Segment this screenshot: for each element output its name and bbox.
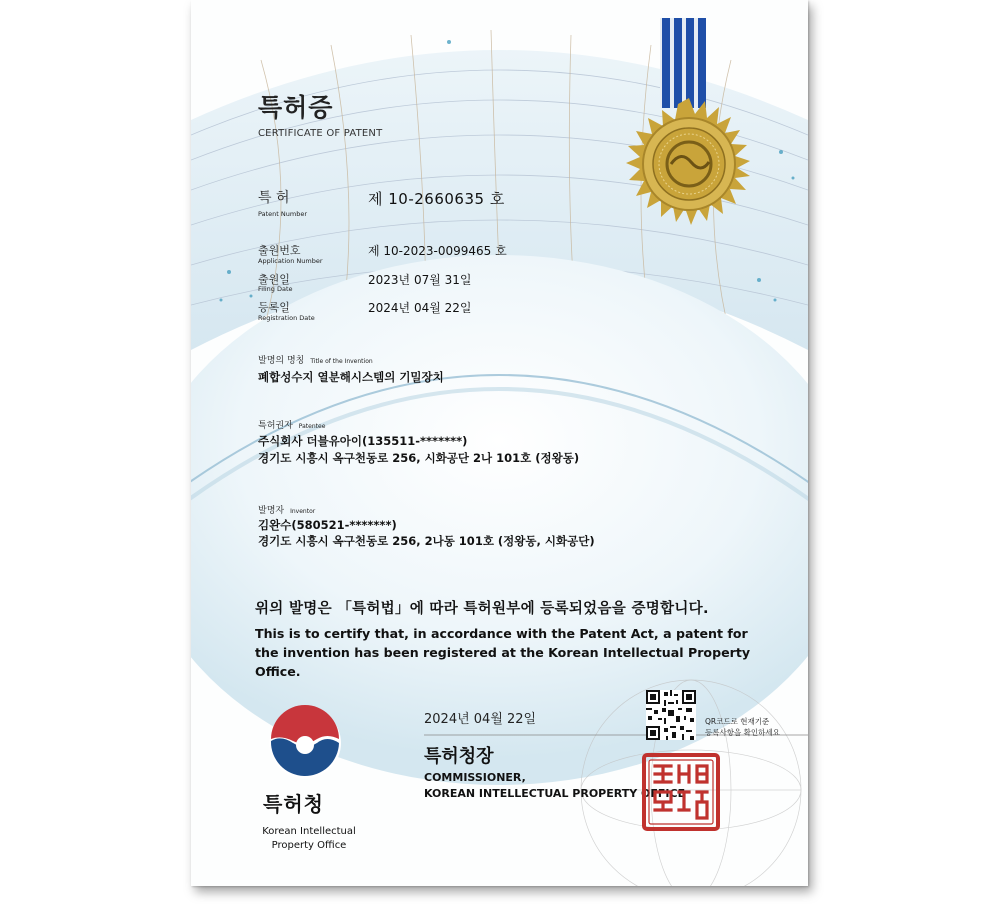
- invention-title-value: 폐합성수지 열분해시스템의 기밀장치: [258, 370, 444, 384]
- patent-number-value: 제 10-2660635 호: [368, 190, 505, 208]
- patentee-label: 특허권자 Patentee: [258, 421, 326, 431]
- certificate-title-en: CERTIFICATE OF PATENT: [258, 128, 383, 139]
- registration-date-label: 등록일: [258, 301, 290, 314]
- kipo-name-en: Korean Intellectual Property Office: [262, 826, 356, 851]
- inventor-label: 발명자 Inventor: [258, 506, 316, 516]
- registration-date-value: 2024년 04월 22일: [368, 301, 472, 315]
- filing-date-label: 출원일: [258, 273, 290, 286]
- certification-statement-en: This is to certify that, in accordance with the Patent Act, a patent for the invention has been registered at the Korean Intellectual Property Office.: [255, 626, 751, 679]
- certificate-paper: [191, 0, 808, 886]
- patentee-address: 경기도 시흥시 옥구천동로 256, 시화공단 2나 101호 (정왕동): [258, 451, 580, 465]
- kipo-taegeuk-emblem-icon: [267, 705, 343, 781]
- filing-date-value: 2023년 07월 31일: [368, 273, 472, 287]
- commissioner-title-ko: 특허청장: [424, 746, 494, 767]
- application-number-value: 제 10-2023-0099465 호: [368, 244, 507, 258]
- inventor-address: 경기도 시흥시 옥구천동로 256, 2나동 101호 (정왕동, 시화공단): [258, 534, 595, 548]
- application-number-label-en: Application Number: [258, 257, 323, 265]
- issue-date: 2024년 04월 22일: [424, 712, 537, 727]
- patent-number-label-en: Patent Number: [258, 210, 308, 218]
- registration-date-label-en: Registration Date: [258, 314, 315, 322]
- red-official-seal-icon: [641, 752, 721, 832]
- patent-number-label: 특 허: [258, 190, 290, 206]
- application-number-label: 출원번호: [258, 244, 301, 257]
- qr-code-icon[interactable]: [646, 690, 696, 740]
- filing-date-label-en: Filing Date: [258, 285, 293, 293]
- gold-medal-seal-icon: [619, 96, 759, 236]
- commissioner-title-en: COMMISSIONER, KOREAN INTELLECTUAL PROPERTY OFFICE: [424, 771, 686, 800]
- patentee-name: 주식회사 더블유아이(135511-*******): [258, 434, 468, 448]
- certificate-title: 특허증: [258, 93, 334, 122]
- qr-instruction: QR코드로 현재기준 등록사항을 확인하세요: [705, 717, 780, 737]
- certification-statement-ko: 위의 발명은 「특허법」에 따라 특허원부에 등록되었음을 증명합니다.: [255, 601, 709, 617]
- invention-title-label: 발명의 명칭 Title of the Invention: [258, 356, 373, 366]
- inventor-name: 김완수(580521-*******): [258, 518, 397, 532]
- kipo-name-ko: 특허청: [263, 792, 324, 816]
- ribbon-icon: [660, 18, 706, 108]
